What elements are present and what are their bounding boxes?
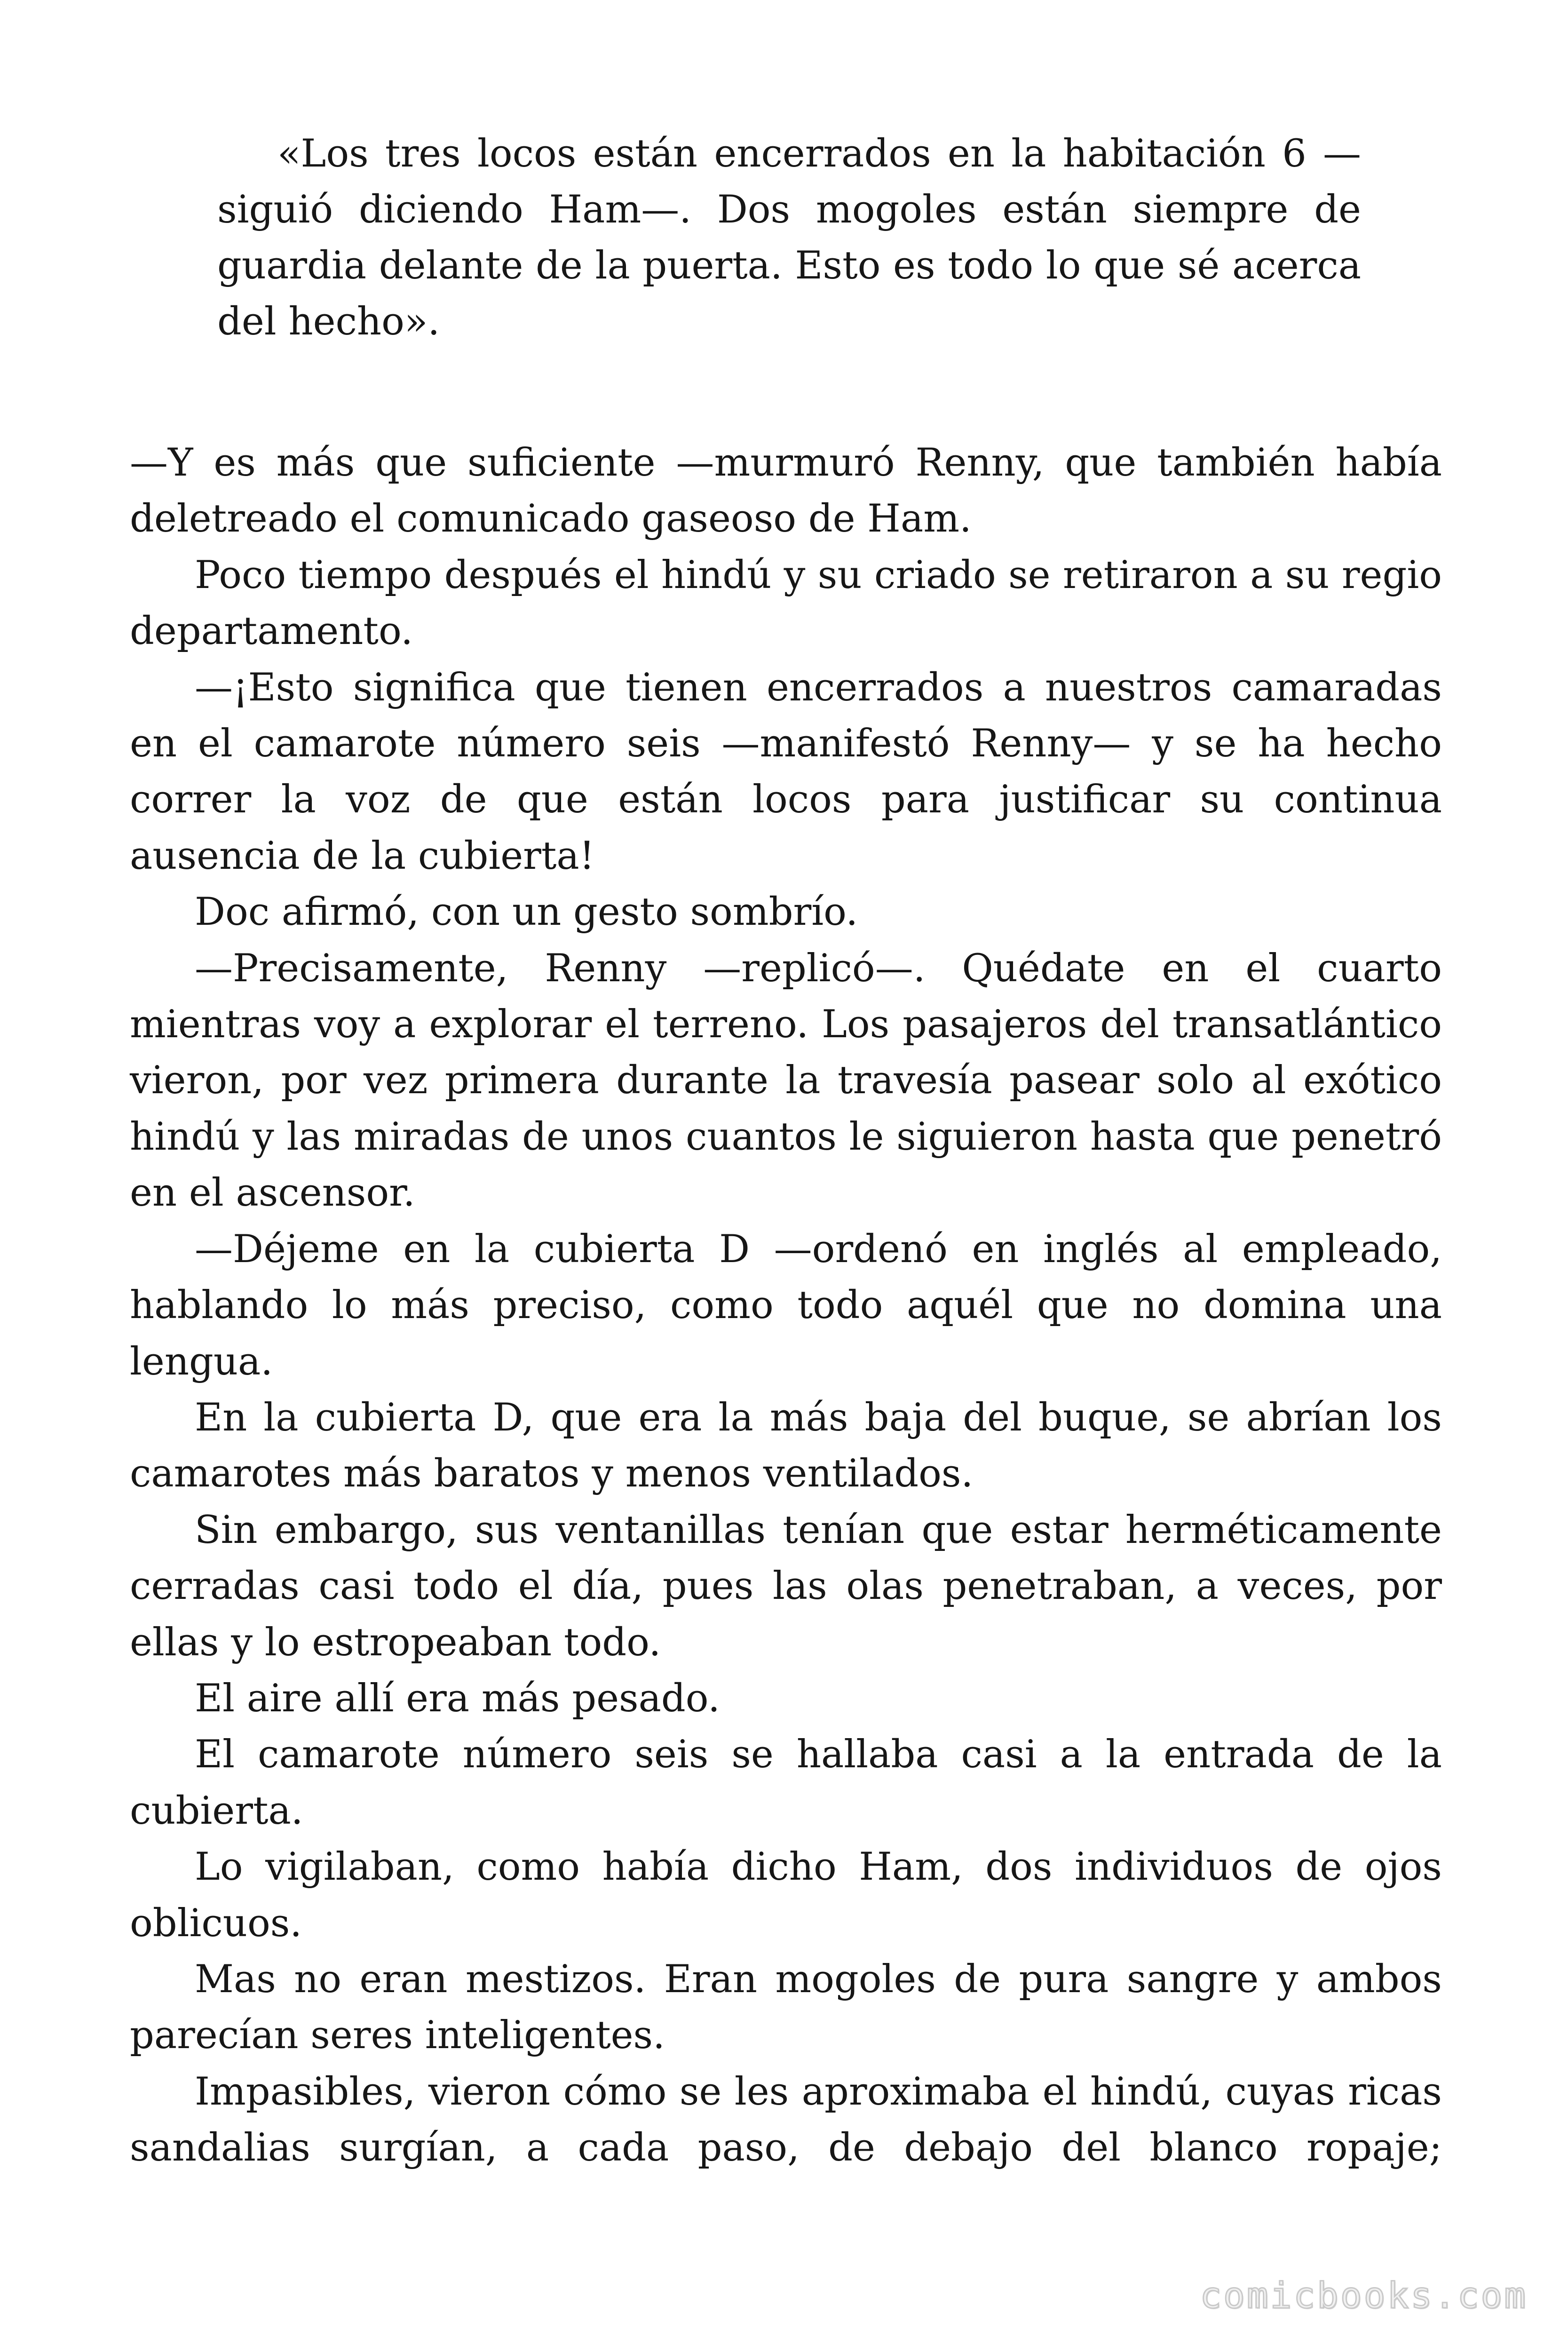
paragraph-11: Lo vigilaban, como había dicho Ham, dos individuos de ojos oblicuos. (130, 1845, 1442, 1946)
paragraph-10: El camarote número seis se hallaba casi a la entrada de la cubierta. (130, 1732, 1442, 1833)
watermark: comicbooks.com (1200, 2274, 1528, 2316)
paragraph-1: —Y es más que suficiente —murmuró Renny, que también había deletreado el comunicado gaseoso de Ham. (130, 441, 1442, 541)
body-text (130, 435, 1442, 2177)
paragraph-3: —¡Esto significa que tienen encerrados a nuestros camaradas en el camarote número seis —manifestó Renny— y se ha hecho correr la voz de que están locos para justificar su continua ausencia de la cubierta! (130, 665, 1442, 878)
paragraph-7: En la cubierta D, que era la más baja del buque, se abrían los camarotes más baratos y menos ventilados. (130, 1395, 1442, 1496)
quote-paragraph: «Los tres locos están encerrados en la habitación 6 —siguió diciendo Ham—. Dos mogoles están siempre de guardia delante de la puerta. Esto es todo lo que sé acerca del hecho». (217, 132, 1361, 344)
paragraph-8: Sin embargo, sus ventanillas tenían que estar herméticamente cerradas casi todo el día, pues las olas penetraban, a veces, por ellas y lo estropeaban todo. (130, 1508, 1442, 1665)
paragraph-12: Mas no eran mestizos. Eran mogoles de pura sangre y ambos parecían seres inteligentes. (130, 1957, 1442, 2058)
paragraph-6: —Déjeme en la cubierta D —ordenó en inglés al empleado, hablando lo más preciso, como todo aquél que no domina una lengua. (130, 1227, 1442, 1384)
paragraph-2: Poco tiempo después el hindú y su criado se retiraron a su regio departamento. (130, 553, 1442, 654)
paragraph-13: Impasibles, vieron cómo se les aproximaba el hindú, cuyas ricas sandalias surgían, a cada paso, de debajo del blanco ropaje; (130, 2069, 1442, 2170)
block-quote (217, 126, 1361, 350)
paragraph-5: —Precisamente, Renny —replicó—. Quédate en el cuarto mientras voy a explorar el terreno. Los pasajeros del transatlántico vieron, por vez primera durante la travesía pasear solo al exótico hindú y las miradas de unos cuantos le siguieron hasta que penetró en el ascensor. (130, 946, 1442, 1216)
paragraph-9: El aire allí era más pesado. (195, 1676, 720, 1721)
paragraph-4: Doc afirmó, con un gesto sombrío. (195, 890, 858, 935)
